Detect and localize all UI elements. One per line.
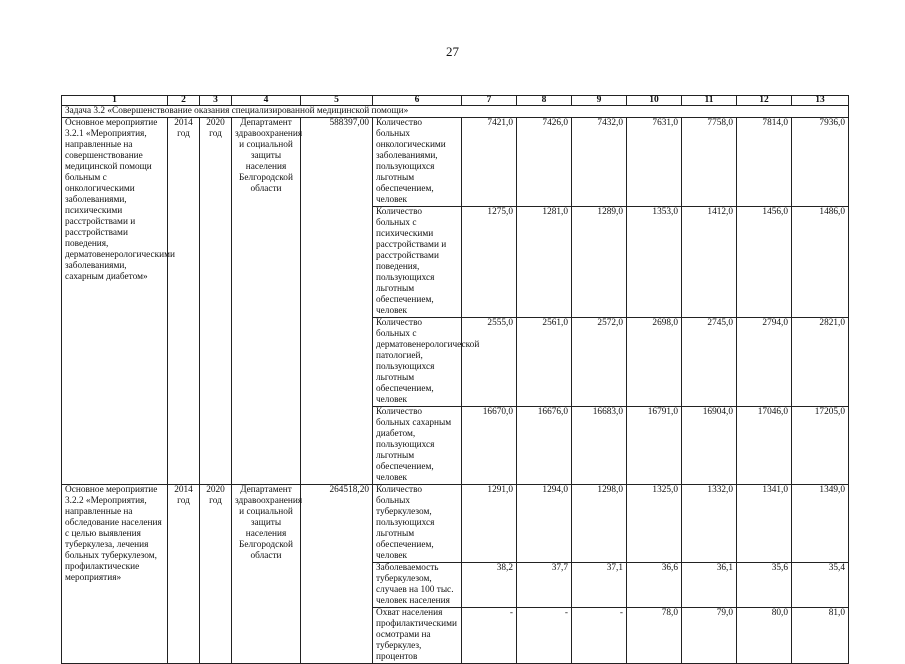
column-number-row	[62, 96, 849, 106]
indicator-value: 1325,0	[627, 485, 682, 563]
indicator-name: Количество больных сахарным диабетом, пользующихся льготным обеспечением, человек	[373, 407, 462, 485]
indicator-value: 36,6	[627, 563, 682, 608]
col-header: 9	[572, 96, 627, 106]
indicator-value: 2561,0	[517, 318, 572, 407]
col-header: 8	[517, 96, 572, 106]
indicator-value: 2555,0	[462, 318, 517, 407]
indicator-value: 16683,0	[572, 407, 627, 485]
indicator-name: Заболеваемость туберкулезом, случаев на 100 тыс. человек населения	[373, 563, 462, 608]
indicator-value: 7814,0	[737, 118, 792, 207]
task-row	[62, 106, 849, 118]
indicator-value: 78,0	[627, 608, 682, 664]
col-header: 4	[232, 96, 301, 106]
indicator-name: Охват населения профилактическими осмотрами на туберкулез, процентов	[373, 608, 462, 664]
indicator-name: Количество больных туберкулезом, пользующихся льготным обеспечением, человек	[373, 485, 462, 563]
indicator-value: 35,4	[792, 563, 849, 608]
indicator-name: Количество больных с психическими расстройствами и расстройствами поведения, пользующихся льготным обеспечением, человек	[373, 207, 462, 318]
indicator-value: 35,6	[737, 563, 792, 608]
measure-name: Основное мероприятие 3.2.1 «Мероприятия, направленные на совершенствование медицинской помощи больным с онкологическими заболеваниями, психическими расстройствами и расстройствами поведения, дерматовенерологическими заболеваниями, сахарным диабетом»	[62, 118, 168, 485]
indicator-name: Количество больных онкологическими заболеваниями, пользующихся льготным обеспечением, человек	[373, 118, 462, 207]
col-header: 7	[462, 96, 517, 106]
indicator-value: 2745,0	[682, 318, 737, 407]
col-header: 10	[627, 96, 682, 106]
col-header: 13	[792, 96, 849, 106]
col-header: 5	[301, 96, 373, 106]
indicator-value: 7421,0	[462, 118, 517, 207]
indicator-value: 2698,0	[627, 318, 682, 407]
indicator-value: 1298,0	[572, 485, 627, 563]
indicator-value: 16676,0	[517, 407, 572, 485]
funding-amount: 264518,20	[301, 485, 373, 664]
indicator-value: 7426,0	[517, 118, 572, 207]
indicator-value: 36,1	[682, 563, 737, 608]
indicator-value: 2821,0	[792, 318, 849, 407]
end-year: 2020 год	[200, 118, 232, 485]
measure-name: Основное мероприятие 3.2.2 «Мероприятия, направленные на обследование населения с целью выявления туберкулеза, лечения больных туберкулезом, профилактические мероприятия»	[62, 485, 168, 664]
indicator-value: 16904,0	[682, 407, 737, 485]
col-header: 12	[737, 96, 792, 106]
indicator-value: 7432,0	[572, 118, 627, 207]
indicator-value: -	[572, 608, 627, 664]
col-header: 1	[62, 96, 168, 106]
indicator-name: Количество больных с дерматовенерологической патологией, пользующихся льготным обеспечением, человек	[373, 318, 462, 407]
col-header: 2	[168, 96, 200, 106]
col-header: 6	[373, 96, 462, 106]
program-table	[61, 95, 849, 664]
task-title: Задача 3.2 «Совершенствование оказания специализированной медицинской помощи»	[62, 106, 849, 118]
indicator-value: 1289,0	[572, 207, 627, 318]
indicator-value: 80,0	[737, 608, 792, 664]
indicator-value: 2794,0	[737, 318, 792, 407]
indicator-value: 17205,0	[792, 407, 849, 485]
indicator-value: 7758,0	[682, 118, 737, 207]
end-year: 2020 год	[200, 485, 232, 664]
indicator-value: 16670,0	[462, 407, 517, 485]
indicator-value: 1456,0	[737, 207, 792, 318]
indicator-value: 79,0	[682, 608, 737, 664]
indicator-value: 37,1	[572, 563, 627, 608]
indicator-value: 1294,0	[517, 485, 572, 563]
indicator-value: 1341,0	[737, 485, 792, 563]
indicator-value: 16791,0	[627, 407, 682, 485]
indicator-value: 2572,0	[572, 318, 627, 407]
indicator-value: 1281,0	[517, 207, 572, 318]
indicator-value: 1349,0	[792, 485, 849, 563]
indicator-value: 38,2	[462, 563, 517, 608]
indicator-value: 1291,0	[462, 485, 517, 563]
table-row	[62, 118, 849, 207]
indicator-value: 1353,0	[627, 207, 682, 318]
indicator-value: 7631,0	[627, 118, 682, 207]
start-year: 2014 год	[168, 118, 200, 485]
indicator-value: 1332,0	[682, 485, 737, 563]
indicator-value: -	[462, 608, 517, 664]
indicator-value: 81,0	[792, 608, 849, 664]
col-header: 11	[682, 96, 737, 106]
indicator-value: -	[517, 608, 572, 664]
indicator-value: 1486,0	[792, 207, 849, 318]
table-row	[62, 485, 849, 563]
page-number: 27	[446, 44, 459, 59]
indicator-value: 17046,0	[737, 407, 792, 485]
funding-amount: 588397,00	[301, 118, 373, 485]
indicator-value: 7936,0	[792, 118, 849, 207]
start-year: 2014 год	[168, 485, 200, 664]
col-header: 3	[200, 96, 232, 106]
executor: Департамент здравоохранения и социальной защиты населения Белгородской области	[232, 485, 301, 664]
executor: Департамент здравоохранения и социальной защиты населения Белгородской области	[232, 118, 301, 485]
indicator-value: 37,7	[517, 563, 572, 608]
indicator-value: 1412,0	[682, 207, 737, 318]
indicator-value: 1275,0	[462, 207, 517, 318]
